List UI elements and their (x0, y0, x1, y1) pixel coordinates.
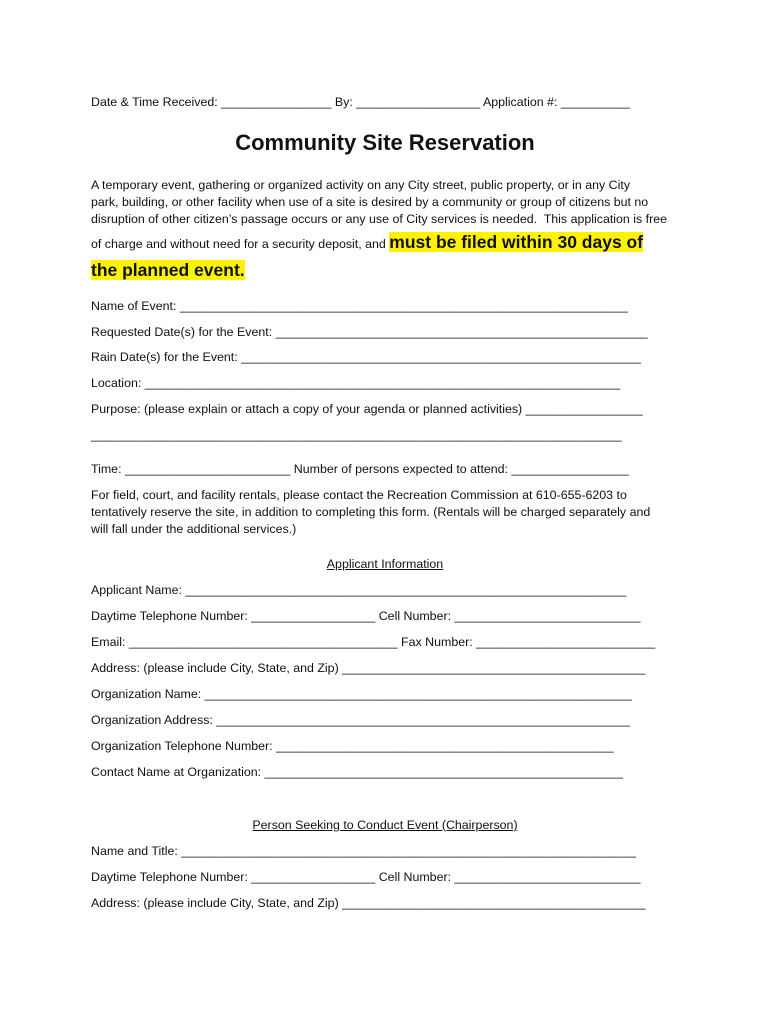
chairperson-phone-cell-field[interactable]: Daytime Telephone Number: __________________ Cell Number: ___________________________ (91, 870, 641, 884)
rentals-note-line: will fall under the additional services.) (91, 522, 297, 537)
page-title: Community Site Reservation (235, 130, 535, 155)
received-line: Date & Time Received: ________________ By: __________________ Application #: __________ (91, 95, 630, 109)
highlighted-deadline: must be filed within 30 days of (389, 231, 644, 252)
applicant-section-heading: Applicant Information (326, 557, 444, 571)
applicant-phone-cell-field[interactable]: Daytime Telephone Number: __________________ Cell Number: ___________________________ (91, 609, 641, 623)
rentals-note-line: tentatively reserve the site, in addition to completing this form. (Rentals will be charged separately and (91, 505, 651, 520)
purpose-field[interactable]: Purpose: (please explain or attach a copy of your agenda or planned activities) _________________ (91, 402, 643, 416)
highlighted-deadline: the planned event. (91, 259, 245, 280)
rentals-note-line: For field, court, and facility rentals, please contact the Recreation Commission at 610-655-6203 to (91, 488, 627, 502)
requested-dates-field[interactable]: Requested Date(s) for the Event: ______________________________________________________ (91, 325, 648, 339)
applicant-name-field[interactable]: Applicant Name: ________________________________________________________________ (91, 583, 627, 597)
chairperson-address-field[interactable]: Address: (please include City, State, and Zip) ____________________________________________ (91, 896, 646, 910)
chairperson-name-title-field[interactable]: Name and Title: __________________________________________________________________ (91, 844, 637, 858)
applicant-address-field[interactable]: Address: (please include City, State, and Zip) ____________________________________________ (91, 661, 646, 675)
chairperson-section-heading: Person Seeking to Conduct Event (Chairperson) (252, 818, 518, 832)
intro-line: park, building, or other facility when use of a site is desired by a community or group of citizens but no (91, 195, 649, 210)
intro-line: disruption of other citizen’s passage occurs or any use of City services is needed. This application is free (91, 212, 668, 227)
time-persons-field[interactable]: Time: ________________________ Number of persons expected to attend: _________________ (91, 462, 629, 476)
name-of-event-field[interactable]: Name of Event: _________________________________________________________________ (91, 299, 628, 313)
rentals-note (91, 487, 671, 539)
rain-dates-field[interactable]: Rain Date(s) for the Event: __________________________________________________________ (91, 350, 641, 364)
intro-line (91, 257, 671, 285)
contact-name-field[interactable]: Contact Name at Organization: ____________________________________________________ (91, 765, 623, 779)
organization-phone-field[interactable]: Organization Telephone Number: _________________________________________________ (91, 739, 614, 753)
intro-line (91, 229, 671, 257)
intro-line-plain: of charge and without need for a security deposit, and (91, 236, 390, 251)
organization-address-field[interactable]: Organization Address: ____________________________________________________________ (91, 713, 630, 727)
organization-name-field[interactable]: Organization Name: ______________________________________________________________ (91, 687, 632, 701)
intro-line: A temporary event, gathering or organized activity on any City street, public property, or in any City (91, 178, 631, 192)
intro-paragraph (91, 177, 671, 285)
location-field[interactable]: Location: _____________________________________________________________________ (91, 376, 621, 390)
purpose-continuation-field[interactable]: _____________________________________________________________________________ (91, 428, 622, 442)
applicant-email-fax-field[interactable]: Email: _______________________________________ Fax Number: __________________________ (91, 635, 656, 649)
